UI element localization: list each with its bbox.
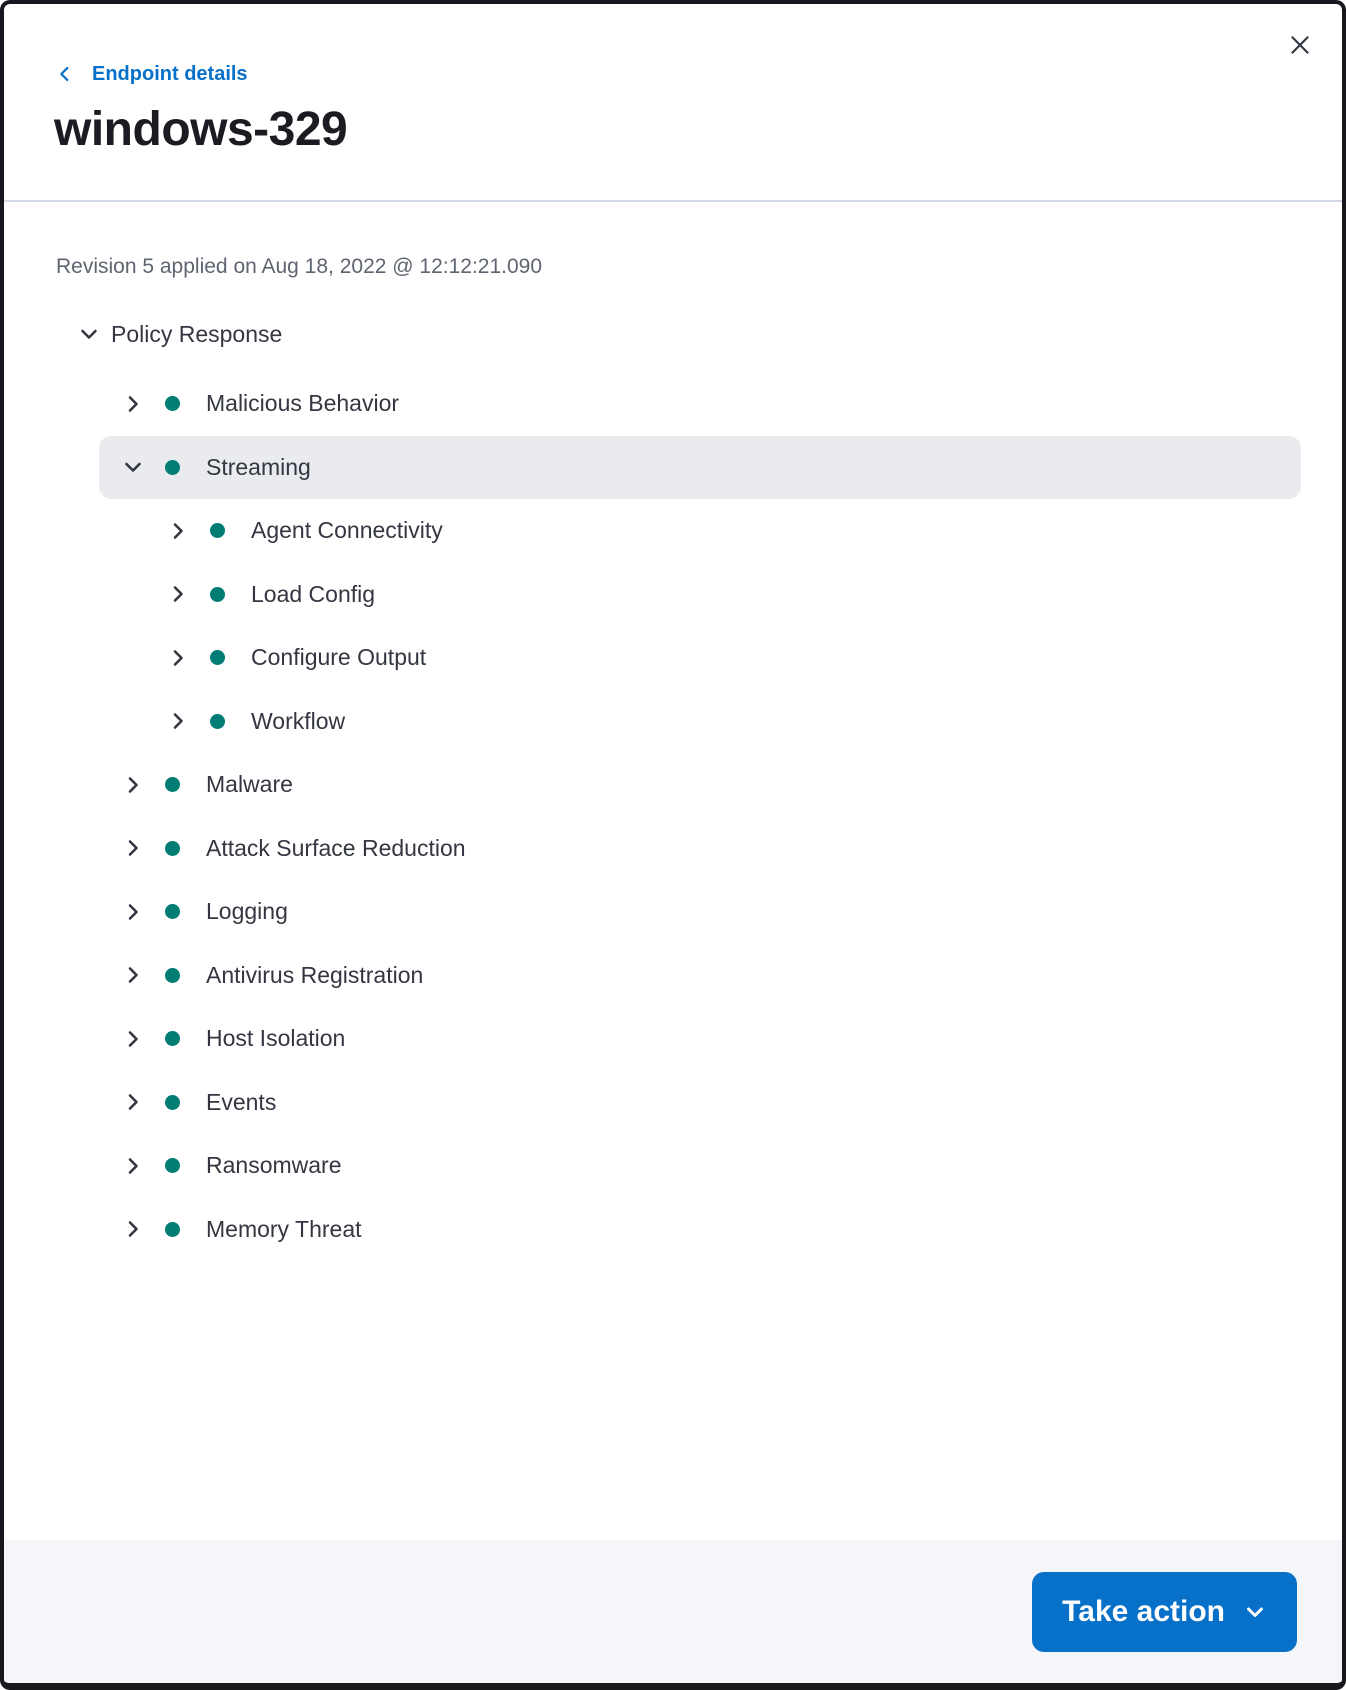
flyout-header xyxy=(4,4,1342,156)
tree-item-ransomware[interactable] xyxy=(99,1134,1301,1198)
tree-item-label: Agent Connectivity xyxy=(251,517,443,544)
tree-item-malware[interactable] xyxy=(99,753,1301,817)
tree-item-label: Memory Threat xyxy=(206,1215,362,1242)
chevron-right-icon[interactable] xyxy=(121,963,145,987)
chevron-right-icon[interactable] xyxy=(121,1217,145,1241)
chevron-right-icon[interactable] xyxy=(166,582,190,606)
status-dot-icon xyxy=(210,523,225,538)
page-title: windows-329 xyxy=(54,103,348,156)
tree-item-label: Attack Surface Reduction xyxy=(206,834,466,861)
status-dot-icon xyxy=(210,587,225,602)
tree-item-events[interactable] xyxy=(99,1071,1301,1135)
take-action-button[interactable] xyxy=(1032,1572,1297,1652)
chevron-left-icon xyxy=(54,63,76,85)
tree-item-host-isolation[interactable] xyxy=(99,1007,1301,1071)
chevron-right-icon[interactable] xyxy=(121,1027,145,1051)
status-dot-icon xyxy=(165,841,180,856)
tree-item-configure-output[interactable] xyxy=(99,626,1301,690)
chevron-down-icon xyxy=(1243,1600,1267,1624)
tree-item-label: Antivirus Registration xyxy=(206,961,424,988)
status-dot-icon xyxy=(165,1158,180,1173)
policy-response-accordion-toggle[interactable] xyxy=(54,312,1292,356)
status-dot-icon xyxy=(165,968,180,983)
chevron-right-icon[interactable] xyxy=(121,773,145,797)
close-button[interactable] xyxy=(1278,24,1322,68)
policy-response-tree xyxy=(54,372,1292,1261)
chevron-right-icon[interactable] xyxy=(121,836,145,860)
accordion-label: Policy Response xyxy=(111,320,283,347)
tree-item-malicious-behavior[interactable] xyxy=(99,372,1301,436)
status-dot-icon xyxy=(165,777,180,792)
tree-item-load-config[interactable] xyxy=(99,563,1301,627)
tree-item-label: Malware xyxy=(206,771,293,798)
tree-item-label: Configure Output xyxy=(251,644,427,671)
tree-item-memory-threat[interactable] xyxy=(99,1198,1301,1262)
status-dot-icon xyxy=(165,904,180,919)
tree-item-label: Logging xyxy=(206,898,288,925)
tree-item-antivirus-registration[interactable] xyxy=(99,944,1301,1008)
tree-item-agent-connectivity[interactable] xyxy=(99,499,1301,563)
chevron-right-icon[interactable] xyxy=(166,709,190,733)
tree-item-label: Ransomware xyxy=(206,1152,342,1179)
tree-item-label: Workflow xyxy=(251,707,346,734)
chevron-right-icon[interactable] xyxy=(166,519,190,543)
flyout-body xyxy=(4,202,1342,1540)
status-dot-icon xyxy=(165,1222,180,1237)
revision-text: Revision 5 applied on Aug 18, 2022 @ 12:12:21.090 xyxy=(56,255,543,278)
tree-item-label: Malicious Behavior xyxy=(206,390,400,417)
close-icon xyxy=(1287,32,1313,61)
take-action-label: Take action xyxy=(1062,1594,1225,1628)
status-dot-icon xyxy=(165,1031,180,1046)
chevron-right-icon[interactable] xyxy=(121,900,145,924)
chevron-right-icon[interactable] xyxy=(121,1154,145,1178)
chevron-down-icon[interactable] xyxy=(121,455,145,479)
tree-item-attack-surface-reduction[interactable] xyxy=(99,817,1301,881)
tree-item-logging[interactable] xyxy=(99,880,1301,944)
tree-item-label: Streaming xyxy=(206,453,311,480)
chevron-right-icon[interactable] xyxy=(121,392,145,416)
tree-item-label: Events xyxy=(206,1088,277,1115)
flyout-footer xyxy=(4,1540,1342,1683)
status-dot-icon xyxy=(210,714,225,729)
tree-item-label: Host Isolation xyxy=(206,1025,346,1052)
chevron-right-icon[interactable] xyxy=(166,646,190,670)
status-dot-icon xyxy=(210,650,225,665)
status-dot-icon xyxy=(165,460,180,475)
back-link-label: Endpoint details xyxy=(92,62,248,85)
chevron-right-icon[interactable] xyxy=(121,1090,145,1114)
status-dot-icon xyxy=(165,1095,180,1110)
tree-item-workflow[interactable] xyxy=(99,690,1301,754)
tree-item-streaming[interactable] xyxy=(99,436,1301,500)
chevron-down-icon xyxy=(77,322,101,346)
back-link[interactable] xyxy=(54,60,248,88)
tree-item-label: Load Config xyxy=(251,580,376,607)
status-dot-icon xyxy=(165,396,180,411)
